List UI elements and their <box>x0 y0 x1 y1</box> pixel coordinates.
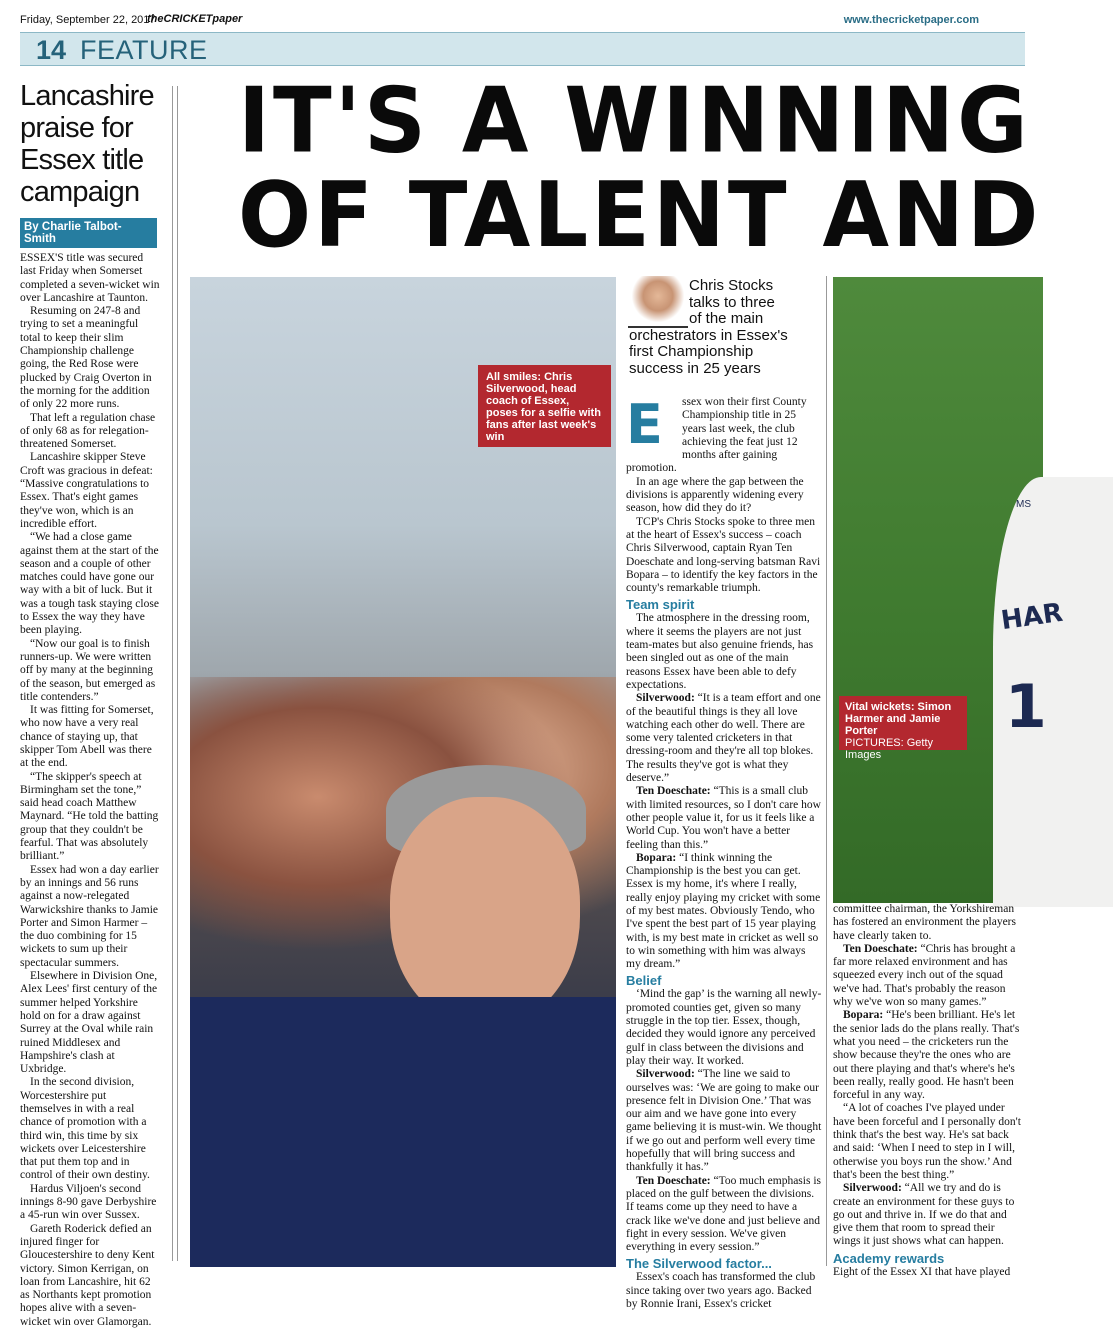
side-headline-line: Essex title <box>20 144 144 176</box>
intro-line: of the main <box>689 310 764 327</box>
page-number: 14 <box>36 35 67 65</box>
paragraph: In an age where the gap between the divisions is apparently widening every season, how did they do it? <box>626 475 804 515</box>
lead-paragraph: ssex won their first County Championship title in 25 years last week, the club achieving the feat just 12 months after gaining promotion. <box>626 396 807 475</box>
photo-face <box>390 797 580 1027</box>
intro-line: talks to three <box>689 293 775 311</box>
quote-text: “This is a small club with limited resources, so I don't care how other people value it, for us it feels like a World Cup. You won't have a better feeling than this.” <box>626 785 821 851</box>
quote-text: “The line we said to ourselves was: ‘We are going to make our presence felt in Division One.’ That was our aim and we have gone into every game believing it is must-win. We thought if we go out and perform well every time hopefully that will bring success and thankfully it has.” <box>626 1068 822 1174</box>
paragraph: Resuming on 247-8 and trying to set a meaningful total to keep their slim Championship challenge going, the Red Rose were plucked by Craig Overton in the morning for the addition of only 22 more runs. <box>20 305 152 411</box>
side-photo-caption <box>839 696 967 761</box>
paragraph: ESSEX'S title was secured last Friday when Somerset completed a seven-wicket win over Lancashire at Taunton. <box>20 252 160 304</box>
paragraph: “Now our goal is to finish runners-up. We were written off by many at the beginning of the season, but emerged as title contenders.” <box>20 637 156 703</box>
website-link[interactable]: www.thecricketpaper.com <box>843 14 979 26</box>
intro-line: success in 25 years <box>629 359 761 377</box>
paragraph: Essex's coach has transformed the club since taking over two years ago. Backed by Ronnie Irani, Essex's cricket <box>626 1271 816 1310</box>
paragraph: In the second division, Worcestershire put themselves in with a real chance of promotion with a third win, this time by six wickets over Leicestershire that put them top and in control of their own destiny. <box>20 1076 150 1182</box>
quote-text: “All we try and do is create an environment for these guys to go out and thrive in. If we do that and give them that room to spread their wings it just shows what can happen. <box>833 1182 1015 1248</box>
drop-cap: E <box>626 393 663 456</box>
paragraph: That left a regulation chase of only 68 as for relegation-threatened Somerset. <box>20 411 156 451</box>
subhead-academy-rewards: Academy rewards <box>833 1250 945 1266</box>
article-body <box>626 393 822 1311</box>
headline-line-1: IT'S A WINNING <box>238 68 1031 174</box>
quote <box>833 1182 1023 1248</box>
paragraph: “The skipper's speech at Birmingham set the tone,” said head coach Matthew Maynard. “He told the batting group that they couldn't be fearful. That was absolutely brilliant.” <box>20 770 159 863</box>
quote <box>833 1009 1023 1102</box>
quote-text: “I think winning the Championship is the best you can get. Essex is my home, it's where I really, really enjoy playing my cricket with some of my best mates. Obviously Tendo, who I've spent the best part of 15 year playing with, is my best mate in cricket as well so to win something with him was always my dream.” <box>626 851 821 971</box>
speaker: Ten Doeschate: <box>636 1174 711 1187</box>
subhead-silverwood-factor: The Silverwood factor... <box>626 1256 772 1272</box>
side-photo <box>833 277 1065 903</box>
section-label: FEATURE <box>80 35 208 65</box>
page-header <box>20 14 1025 30</box>
shirt-name: HAR <box>999 597 1065 637</box>
quote <box>833 943 1023 1009</box>
headline-line-2: OF TALENT AND <box>238 163 1042 269</box>
speaker: Ten Doeschate: <box>843 942 918 955</box>
subhead-belief: Belief <box>626 973 662 989</box>
photo-jacket <box>190 997 616 1267</box>
section-bar <box>20 32 1025 66</box>
paragraph: ‘Mind the gap’ is the warning all newly-promoted counties get, given so many struggle in the top tier. Essex, though, decided they would ignore any perceived gulf in class between the divisions and play their way. It worked. <box>626 988 822 1067</box>
speaker: Bopara: <box>843 1009 884 1022</box>
paragraph: Lancashire skipper Steve Croft was gracious in defeat: “Massive congratulations to Essex. That's eight games they've won, which is an incredible effort. <box>20 451 153 530</box>
quote <box>626 1175 822 1255</box>
intro-block <box>628 276 822 378</box>
caption-text: Vital wickets: Simon Harmer and Jamie Porter <box>845 701 952 737</box>
quote-text: “Too much emphasis is placed on the gulf between the divisions. If teams come up they need to have a crack like we've done and just believe and fight in every session. We've given everything in every session.” <box>626 1174 821 1254</box>
intro-text <box>629 278 788 377</box>
speaker: Silverwood: <box>636 692 695 705</box>
quote-text: “Chris has brought a far more relaxed environment and has squeezed every inch out of the squad we've had. That's probably the reason why we've won so many games.” <box>833 942 1016 1009</box>
paragraph: Gareth Roderick defied an injured finger for Gloucestershire to deny Kent victory. Simon Kerrigan, on loan from Lancashire, hit 62 as Northants kept promotion hopes alive with a seven-wicket win over Glamorgan. <box>20 1222 155 1328</box>
side-headline-line: campaign <box>20 176 140 208</box>
main-headline <box>238 68 1042 269</box>
intro-line: first Championship <box>629 343 754 360</box>
article-column-3 <box>833 903 1023 1279</box>
speaker: Silverwood: <box>636 1068 695 1081</box>
intro-line: orchestrators in Essex's <box>629 326 788 344</box>
paragraph: Hardus Viljoen's second innings 8-90 gave Derbyshire a 45-run win over Sussex. <box>20 1182 157 1222</box>
issue-date: Friday, September 22, 2017 <box>20 14 156 26</box>
paragraph: Elsewhere in Division One, Alex Lees' first century of the summer helped Yorkshire hold on for a draw against Surrey at the Oval while rain ruined Middlesex and Hampshire's clash at Uxbridge. <box>20 970 158 1076</box>
quote-text: “It is a team effort and one of the beautiful things is they all love watching each other do well. There are some very talented cricketers in that dressing-room and they're all top blokes. The results they've got is what they deserve.” <box>626 692 821 785</box>
paragraph: TCP's Chris Stocks spoke to three men at the heart of Essex's success – coach Chris Silverwood, captain Ryan Ten Doeschate and long-serving batsman Ravi Bopara – to identify the key factors in the county's remarkable triumph. <box>626 515 821 595</box>
column-divider <box>172 86 178 1261</box>
side-story-headline <box>20 80 160 208</box>
side-headline-line: Lancashire <box>20 80 154 112</box>
paragraph: The atmosphere in the dressing room, where it seems the players are not just team-mates but also genuine friends, has been singled out as one of the main reasons Essex have been able to defy expectations. <box>626 612 814 691</box>
photo-credit: PICTURES: Getty Images <box>845 737 934 761</box>
paragraph: Essex had won a day earlier by an innings and 56 runs against a now-relegated Warwickshire thanks to Jamie Porter and Simon Harmer – the duo combining for 15 wickets to sum up their spectacular summers. <box>20 863 159 969</box>
shirt-sponsor: MS <box>1016 499 1031 510</box>
paragraph: It was fitting for Somerset, who now have a very real chance of staying up, that skipper Tom Abell was there at the end. <box>20 704 154 770</box>
paragraph: “We had a close game against them at the start of the season and a couple of other matches could have gone our way with a bit of luck. But it was a tough task staying close to Essex the way they have been playing. <box>20 531 159 637</box>
quote-text: “He's been brilliant. He's let the senior lads do the plans really. That's what you need – the cricketers run the show because they're the ones who are out there playing and that's where's he's been really, really good. He hasn't been forceful in any way. <box>833 1009 1020 1102</box>
quote <box>626 852 822 972</box>
main-photo-caption: All smiles: Chris Silverwood, head coach of Essex, poses for a selfie with fans after last week's win <box>478 365 611 447</box>
column-divider <box>826 276 827 1266</box>
subhead-team-spirit: Team spirit <box>626 597 695 613</box>
paper-name: theCRICKETpaper <box>147 13 243 25</box>
quote <box>626 1068 822 1174</box>
speaker: Bopara: <box>636 851 677 864</box>
speaker: Ten Doeschate: <box>636 785 711 798</box>
speaker: Silverwood: <box>843 1182 902 1195</box>
paragraph: committee chairman, the Yorkshireman has fostered an environment the players have clearly taken to. <box>833 903 1016 942</box>
side-story-body <box>20 252 160 1329</box>
paragraph: “A lot of coaches I've played under have been forceful and I personally don't think that's the best way. He's sat back and said: ‘When I need to step in I will, otherwise you boys run the show.’ And that's been the best thing.” <box>833 1102 1021 1181</box>
paragraph: Eight of the Essex XI that have played <box>833 1265 1011 1278</box>
quote <box>626 692 822 785</box>
side-headline-line: praise for <box>20 112 133 144</box>
intro-line: Chris Stocks <box>689 277 774 294</box>
shirt-number: 1 <box>1005 672 1047 742</box>
byline: By Charlie Talbot-Smith <box>20 218 157 248</box>
quote <box>626 785 822 851</box>
side-story <box>20 80 160 1329</box>
